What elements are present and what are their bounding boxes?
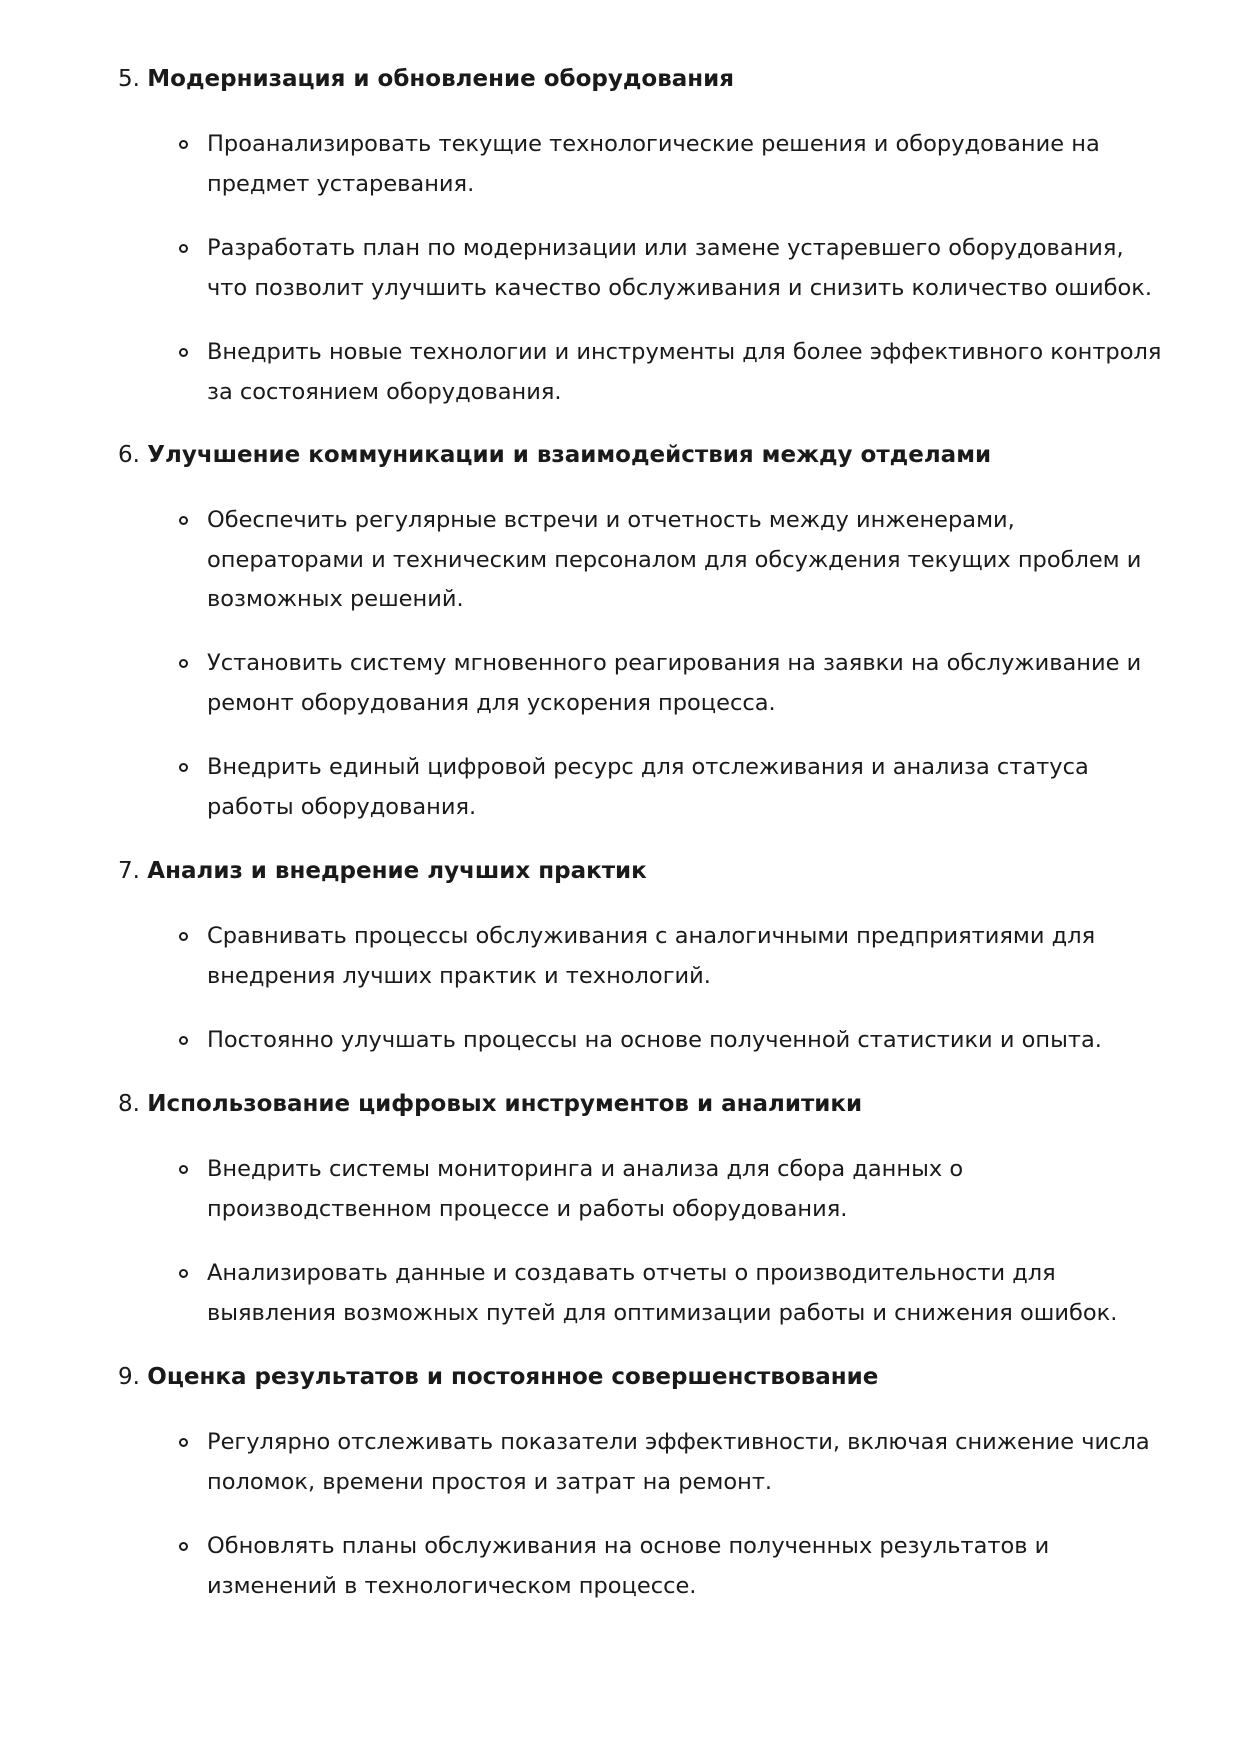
hollow-circle-bullet-icon [179,516,188,525]
section-heading [118,1362,1158,1392]
hollow-circle-bullet-icon [179,1036,188,1045]
section-heading [118,64,1158,94]
list-item-text: Регулярно отслеживать показатели эффективности, включая снижение числа поломок, времени простоя и затрат на ремонт. [207,1429,1150,1495]
hollow-circle-bullet-icon [179,1438,188,1447]
section-title: Улучшение коммуникации и взаимодействия между отделами [147,442,992,468]
hollow-circle-bullet-icon [179,244,188,253]
list-item-text: Обновлять планы обслуживания на основе полученных результатов и изменений в технологическом процессе. [207,1533,1050,1599]
list-item-text: Внедрить единый цифровой ресурс для отслеживания и анализа статуса работы оборудования. [207,754,1089,820]
list-item-text: Установить систему мгновенного реагирования на заявки на обслуживание и ремонт оборудования для ускорения процесса. [207,650,1142,716]
list-item-text: Внедрить новые технологии и инструменты для более эффективного контроля за состоянием оборудования. [207,339,1162,405]
list-item-text: Обеспечить регулярные встречи и отчетность между инженерами, операторами и техническим персоналом для обсуждения текущих проблем и возможных решений. [207,507,1142,612]
hollow-circle-bullet-icon [179,1269,188,1278]
list-item-text: Сравнивать процессы обслуживания с аналогичными предприятиями для внедрения лучших практик и технологий. [207,923,1096,989]
section-heading [118,856,1158,886]
section-number: 5. [118,66,140,92]
list-item-text: Внедрить системы мониторинга и анализа для сбора данных о производственном процессе и работы оборудования. [207,1156,964,1222]
list-item-text: Разработать план по модернизации или замене устаревшего оборудования, что позволит улучшить качество обслуживания и снизить количество ошибок. [207,235,1153,301]
section-title: Оценка результатов и постоянное совершенствование [147,1364,879,1390]
hollow-circle-bullet-icon [179,932,188,941]
hollow-circle-bullet-icon [179,140,188,149]
hollow-circle-bullet-icon [179,1165,188,1174]
hollow-circle-bullet-icon [179,348,188,357]
section-heading [118,1089,1158,1119]
hollow-circle-bullet-icon [179,1542,188,1551]
section-title: Модернизация и обновление оборудования [147,66,735,92]
section-number: 8. [118,1091,140,1117]
section-number: 6. [118,442,140,468]
list-item-text: Постоянно улучшать процессы на основе полученной статистики и опыта. [207,1027,1102,1053]
section-heading [118,440,1158,470]
section-number: 7. [118,858,140,884]
section-title: Анализ и внедрение лучших практик [147,858,647,884]
section-number: 9. [118,1364,140,1390]
hollow-circle-bullet-icon [179,763,188,772]
hollow-circle-bullet-icon [179,659,188,668]
section-title: Использование цифровых инструментов и аналитики [147,1091,863,1117]
list-item-text: Проанализировать текущие технологические решения и оборудование на предмет устаревания. [207,131,1100,197]
list-item-text: Анализировать данные и создавать отчеты о производительности для выявления возможных путей для оптимизации работы и снижения ошибок. [207,1260,1118,1326]
